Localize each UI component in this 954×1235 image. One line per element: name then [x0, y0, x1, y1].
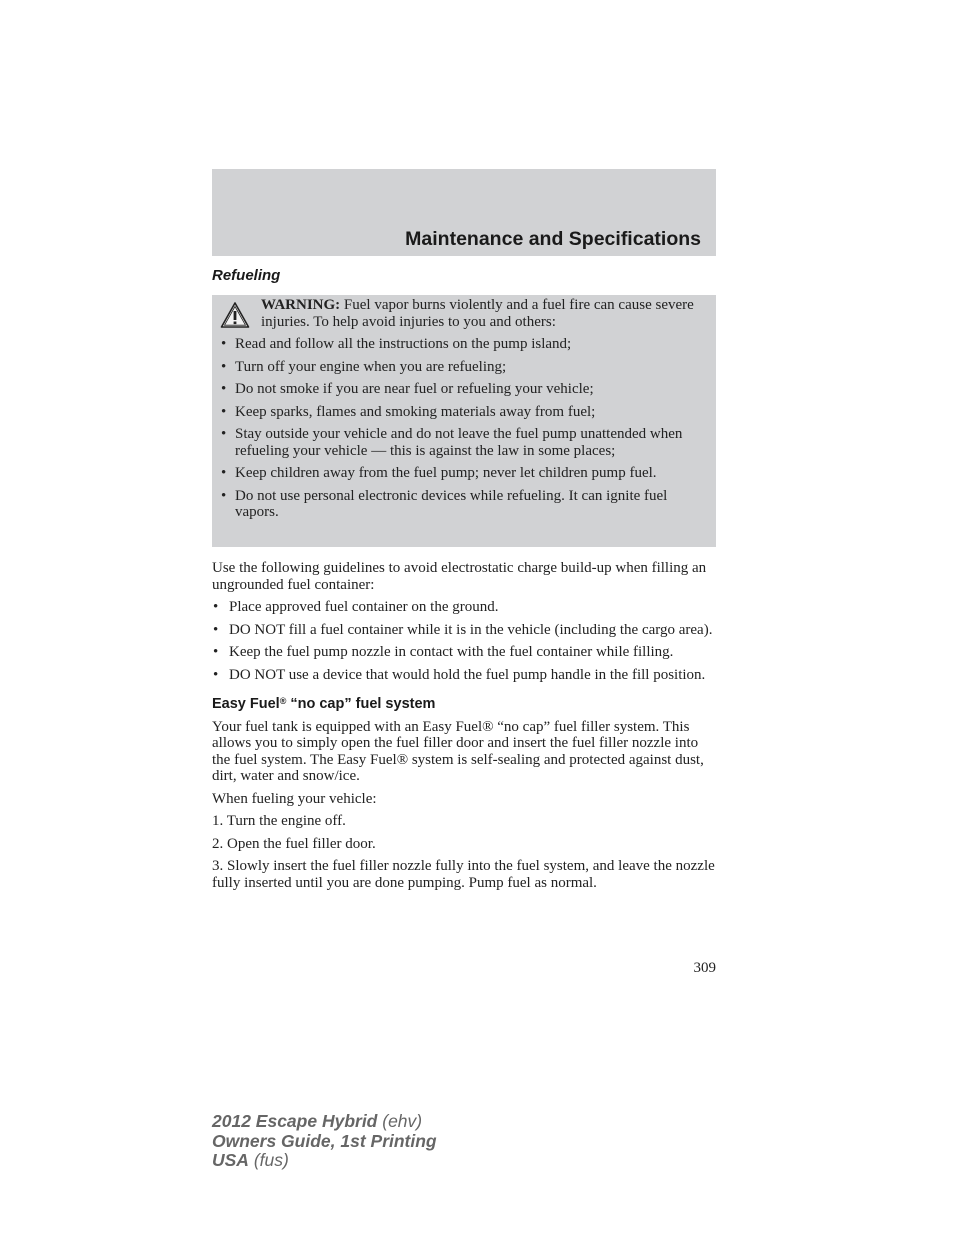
warning-triangle-icon	[220, 301, 250, 329]
section-title: Refueling	[212, 267, 281, 284]
footer-model: 2012 Escape Hybrid	[212, 1111, 378, 1131]
easy-fuel-heading-b: “no cap” fuel system	[286, 696, 436, 712]
guidelines-list	[212, 599, 718, 683]
page-number: 309	[693, 960, 716, 976]
body-text	[212, 560, 718, 897]
footer-imprint	[212, 1112, 437, 1171]
warning-item: • Do not smoke if you are near fuel or refueling your vehicle;	[212, 381, 716, 398]
footer-market: USA	[212, 1150, 249, 1170]
warning-intro	[261, 297, 711, 331]
fueling-step: 2. Open the fuel filler door.	[212, 835, 376, 852]
warning-item: • Do not use personal electronic devices while refueling. It can ignite fuel vapors.	[212, 488, 716, 521]
footer-line-3	[212, 1151, 437, 1171]
guideline-item: • DO NOT fill a fuel container while it is in the vehicle (including the cargo area).	[212, 622, 718, 639]
warning-item: • Turn off your engine when you are refueling;	[212, 359, 716, 376]
warning-label: WARNING:	[261, 297, 341, 313]
chapter-title: Maintenance and Specifications	[405, 228, 701, 250]
footer-line-2	[212, 1132, 437, 1152]
footer-market-code: (fus)	[248, 1150, 289, 1170]
fueling-step: 3. Slowly insert the fuel filler nozzle fully into the fuel system, and leave the nozzle fully inserted until you are done pumping. Pump fuel as normal.	[212, 858, 715, 891]
easy-fuel-paragraph: Your fuel tank is equipped with an Easy Fuel® “no cap” fuel filler system. This allows you to simply open the fuel filler door and insert the fuel filler nozzle into the fuel system. The Easy Fuel® system is self-sealing and protected against dust, dirt, water and snow/ice.	[212, 718, 704, 784]
warning-item: • Stay outside your vehicle and do not leave the fuel pump unattended when refueling your vehicle — this is against the law in some places;	[212, 426, 716, 459]
header-band	[212, 169, 716, 256]
fueling-intro: When fueling your vehicle:	[212, 790, 377, 807]
warning-box	[212, 295, 716, 547]
warning-list	[212, 336, 716, 527]
footer-line-1	[212, 1112, 437, 1132]
guideline-item: • Keep the fuel pump nozzle in contact with the fuel container while filling.	[212, 644, 718, 661]
warning-text: Fuel vapor burns violently and a fuel fire can cause severe injuries. To help avoid injuries to you and others:	[261, 297, 694, 330]
warning-item: • Keep sparks, flames and smoking materials away from fuel;	[212, 404, 716, 421]
easy-fuel-heading-a: Easy Fuel	[212, 696, 280, 712]
guideline-item: • DO NOT use a device that would hold the fuel pump handle in the fill position.	[212, 667, 718, 684]
guidelines-intro: Use the following guidelines to avoid electrostatic charge build-up when filling an ungrounded fuel container:	[212, 560, 707, 593]
footer-printing: Owners Guide, 1st Printing	[212, 1130, 437, 1151]
registered-mark: ®	[279, 696, 287, 706]
easy-fuel-heading	[212, 693, 718, 713]
footer-model-code: (ehv)	[377, 1111, 423, 1131]
warning-item: • Read and follow all the instructions on the pump island;	[212, 336, 716, 353]
warning-item: • Keep children away from the fuel pump; never let children pump fuel.	[212, 465, 716, 482]
guideline-item: • Place approved fuel container on the ground.	[212, 599, 718, 616]
fueling-step: 1. Turn the engine off.	[212, 813, 346, 829]
